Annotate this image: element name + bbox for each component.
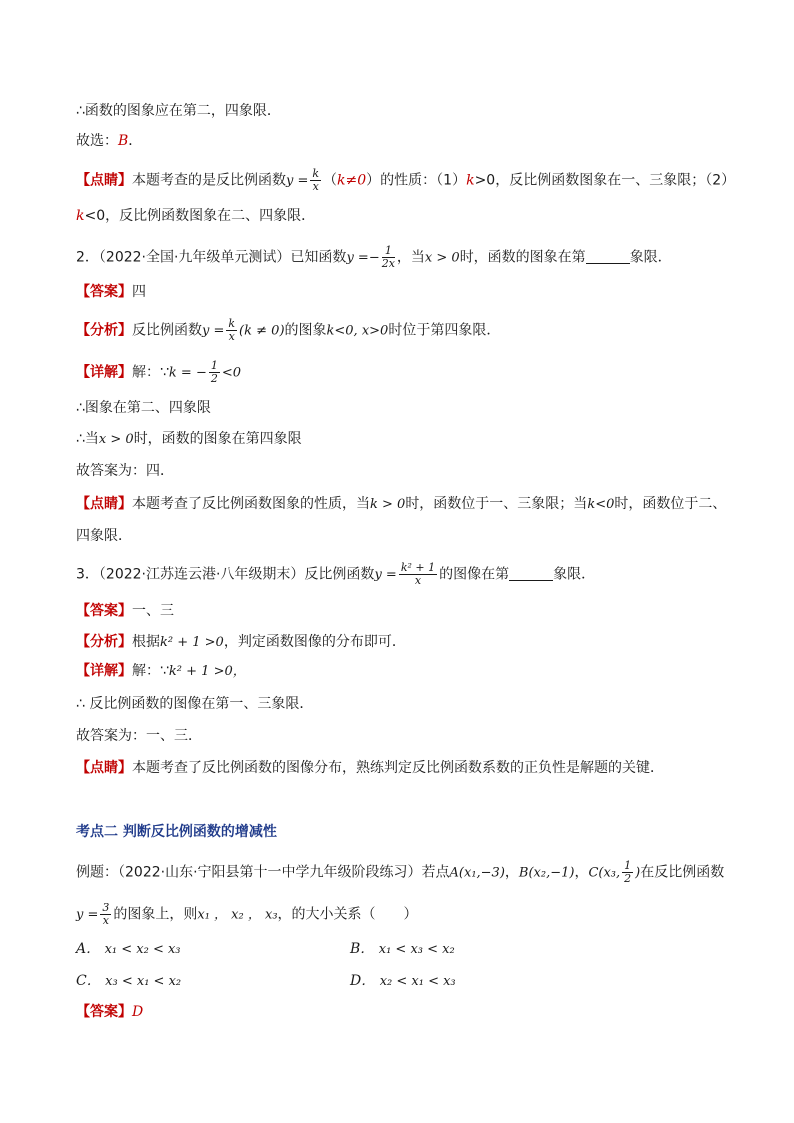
answer-tag: 【答案】 <box>76 284 132 300</box>
condition: k² + 1 >0， <box>168 664 246 679</box>
remark-tag: 【点睛】 <box>76 760 132 776</box>
fraction-1-over-2 <box>209 360 220 385</box>
option-a <box>76 939 181 960</box>
var-k: k <box>76 208 85 224</box>
condition: <0 <box>221 365 242 381</box>
math-y: y = <box>286 173 309 189</box>
analysis-text: 根据 <box>132 634 160 650</box>
detail-tag: 【详解】 <box>76 663 132 679</box>
section-heading: 考点二 判断反比例函数的增减性 <box>76 824 277 840</box>
remark-line <box>76 168 734 193</box>
minus: − <box>368 250 380 266</box>
question-text: 象限． <box>629 249 672 266</box>
analysis-tag: 【分析】 <box>76 322 132 339</box>
point-c: C(x₃, <box>588 865 621 881</box>
answer-line <box>76 601 734 621</box>
condition: x > 0 <box>98 432 134 447</box>
question-text: ，当 <box>396 249 425 266</box>
remark-tag: 【点睛】 <box>76 172 132 189</box>
condition: k<0, x>0 <box>326 323 389 339</box>
numerator: 1 <box>382 245 395 258</box>
answer-text: D <box>132 1004 144 1020</box>
condition: k ≠ 0 <box>244 323 280 339</box>
option-label: A． <box>76 941 101 957</box>
numerator: 1 <box>624 859 632 872</box>
numerator: 3 <box>102 901 110 914</box>
math-y: y = <box>202 323 225 339</box>
question-text: 时，函数的图象在第 <box>459 249 586 266</box>
question-3 <box>76 562 734 587</box>
fraction-k2p1-over-x <box>399 562 437 587</box>
fraction-k-over-x <box>226 318 237 343</box>
text-line <box>76 726 734 746</box>
fraction-k-over-x <box>310 168 321 193</box>
example-question <box>76 902 734 927</box>
condition: k<0 <box>587 497 615 512</box>
detail-text: ∴当 <box>76 431 99 447</box>
question-text: 的图像在第 <box>439 566 510 583</box>
question-text: 3．（2022·江苏连云港·八年级期末）反比例函数 <box>76 566 375 583</box>
remark-tag: 【点睛】 <box>76 496 132 512</box>
text-line <box>76 694 734 714</box>
var-k: k <box>466 172 475 189</box>
remark-text: 四象限． <box>76 528 132 544</box>
remark-line <box>76 758 734 778</box>
numerator: 1 <box>210 359 218 372</box>
remark-text: 本题考查了反比例函数图象的性质，当 <box>132 496 370 512</box>
question-text: 例题：（2022·山东·宁阳县第十一中学九年级阶段练习）若点 <box>76 864 450 881</box>
remark-line <box>76 206 734 226</box>
text-line <box>76 398 734 418</box>
option-text: x₃ < x₁ < x₂ <box>105 974 182 989</box>
text-line <box>76 101 734 121</box>
answer-line <box>76 282 734 302</box>
math-k: k = − <box>168 365 207 381</box>
answer-blank <box>586 249 630 264</box>
detail-line <box>76 661 734 682</box>
option-label: C． <box>76 973 101 989</box>
text-line <box>76 429 734 450</box>
option-b <box>350 939 455 960</box>
answer-text: 一、三 <box>132 603 174 619</box>
detail-line <box>76 360 734 385</box>
denominator: x <box>414 574 422 587</box>
option-d <box>350 971 456 992</box>
analysis-tag: 【分析】 <box>76 634 132 650</box>
question-text: 象限． <box>553 566 596 583</box>
condition: k² + 1 >0 <box>160 635 224 650</box>
denominator: x <box>102 914 109 927</box>
analysis-text: ，判定函数图像的分布即可． <box>223 634 406 650</box>
condition: k≠0 <box>337 172 367 189</box>
remark-text: ）的性质：（1） <box>366 172 467 189</box>
variables: x₁ ， x₂ ， x₃ <box>197 907 278 923</box>
condition: k > 0 <box>370 497 406 512</box>
answer-tag: 【答案】 <box>76 1004 132 1020</box>
remark-text: 本题考查的是反比例函数 <box>132 172 286 189</box>
numerator: k <box>228 317 236 330</box>
question-text: ，的大小关系（ ） <box>277 906 418 923</box>
detail-text: 故答案为：一、三． <box>76 728 202 744</box>
remark-line <box>76 526 734 546</box>
option-label: D． <box>350 973 376 989</box>
analysis-line: 【分析】反比例函数y = $\frac{k}{x}$ (k ≠ 0)的图象k<0, x>0时位于第四象限． <box>76 317 501 343</box>
math-y: y = <box>76 907 99 923</box>
option-text: x₂ < x₁ < x₃ <box>379 974 456 989</box>
remark-text: 时，函数位于二、 <box>614 496 727 512</box>
denominator: 2 <box>210 372 218 385</box>
paren: ) <box>635 865 641 881</box>
example-question <box>76 860 734 885</box>
answer-blank <box>509 566 553 581</box>
detail-text: 解：∵ <box>132 663 169 679</box>
fraction-3-over-x <box>100 902 111 927</box>
numerator: k² + 1 <box>400 561 436 574</box>
question-text: 的图象上，则 <box>113 906 198 923</box>
text-line <box>76 131 734 151</box>
remark-text: >0，反比例函数图象在一、三象限；（2） <box>474 172 736 189</box>
option-text: x₁ < x₂ < x₃ <box>104 942 181 957</box>
question-text: 2．（2022·全国·九年级单元测试）已知函数 <box>76 249 347 266</box>
analysis-text: 的图象 <box>284 322 327 339</box>
remark-line <box>76 494 734 515</box>
option-text: x₁ < x₃ < x₂ <box>378 942 455 957</box>
question-2 <box>76 245 734 270</box>
choice-prefix: 故选： <box>76 133 118 149</box>
remark-text: 时，函数位于一、三象限；当 <box>405 496 588 512</box>
choice-answer: B <box>118 133 129 149</box>
answer-line <box>76 1002 734 1022</box>
math-y: y = <box>346 250 369 266</box>
punct: ． <box>128 133 143 149</box>
detail-tag: 【详解】 <box>76 364 132 381</box>
math-y: y = <box>374 567 397 583</box>
detail-text: ∴图象在第二、四象限 <box>76 400 211 416</box>
denominator: x <box>312 180 319 193</box>
punct: ， <box>574 864 589 881</box>
detail-text: 时，函数的图象在第四象限 <box>133 431 302 447</box>
paren: （ <box>323 172 338 189</box>
conclusion-text: ∴函数的图象应在第二，四象限． <box>76 103 281 119</box>
denominator: x <box>228 330 235 343</box>
detail-text: 解：∵ <box>132 364 169 381</box>
option-label: B． <box>350 941 375 957</box>
remark-text: 本题考查了反比例函数的图像分布，熟练判定反比例函数系数的正负性是解题的关键． <box>132 760 664 776</box>
numerator: k <box>312 167 320 180</box>
point-b: B(x₂,−1) <box>518 865 575 881</box>
analysis-text: 时位于第四象限． <box>388 322 501 339</box>
option-c <box>76 971 181 992</box>
answer-text: 四 <box>132 284 146 300</box>
denominator: 2x <box>381 257 395 270</box>
question-text: 在反比例函数 <box>640 864 725 881</box>
analysis-text: 反比例函数 <box>132 322 202 339</box>
fraction-1-over-2x <box>382 245 395 270</box>
analysis-line <box>76 632 734 653</box>
remark-text: <0，反比例函数图象在二、四象限． <box>84 208 316 224</box>
condition: x > 0 <box>424 250 460 266</box>
answer-tag: 【答案】 <box>76 603 132 619</box>
detail-text: ∴ 反比例函数的图像在第一、三象限． <box>76 696 314 712</box>
punct: ， <box>504 864 519 881</box>
denominator: 2 <box>624 872 632 885</box>
detail-text: 故答案为：四． <box>76 463 174 479</box>
fraction-1-over-2 <box>622 860 633 885</box>
text-line <box>76 461 734 481</box>
point-a: A(x₁,−3) <box>449 865 505 881</box>
